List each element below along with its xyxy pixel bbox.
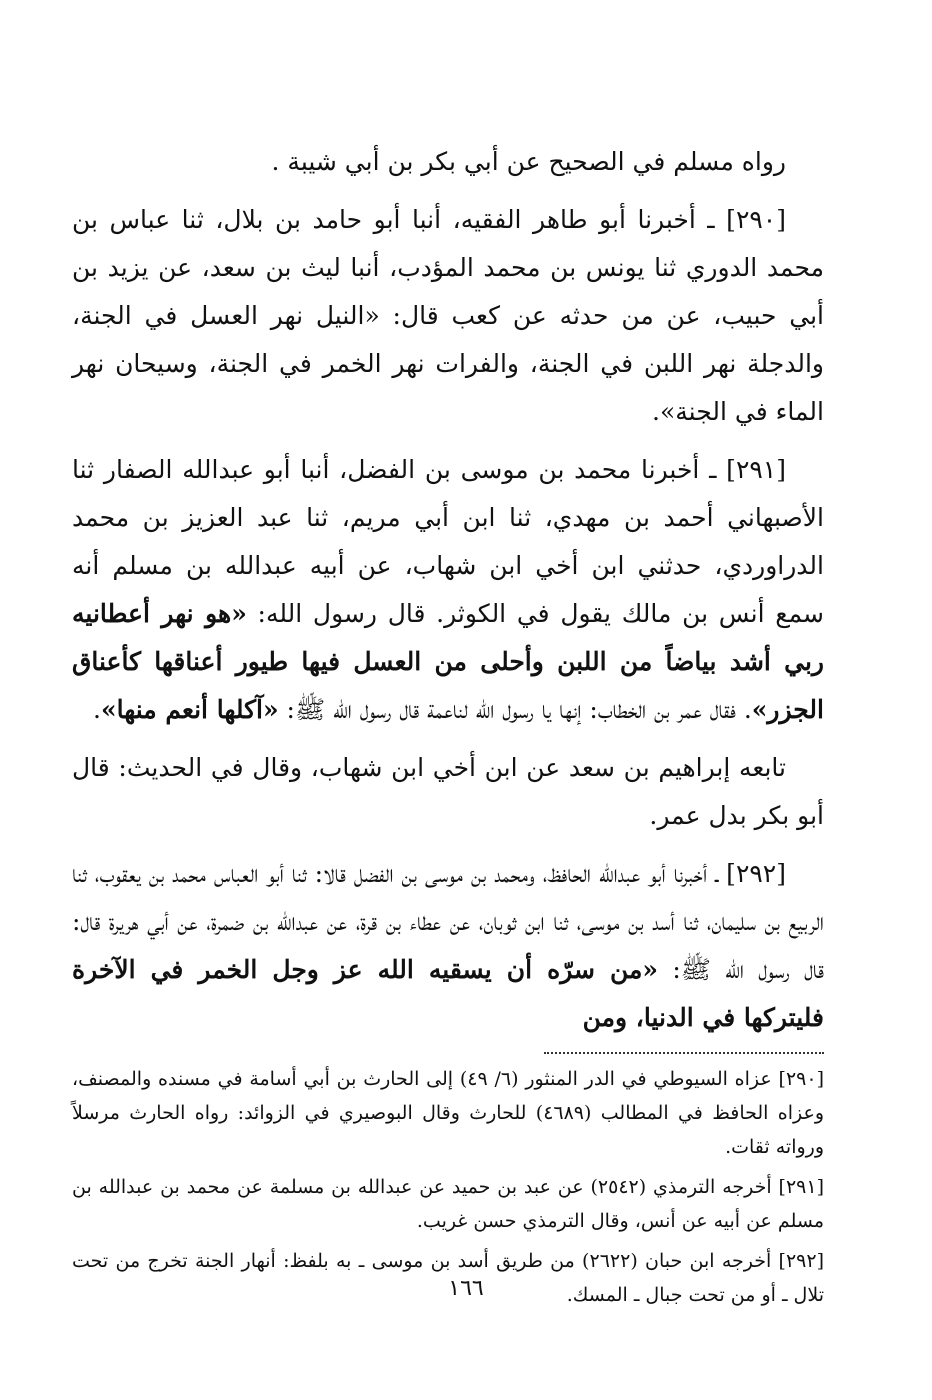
hadith-292-quote-1: «من سرّه أن يسقيه الله عز وجل الخمر في الآخرة فليتركها في الدنيا، ومن xyxy=(72,955,824,1032)
footnote-divider xyxy=(544,1052,824,1054)
paragraph-hadith-290: [٢٩٠] ـ أخبرنا أبو طاهر الفقيه، أنبا أبو حامد بن بلال، ثنا عباس بن محمد الدوري ثنا يونس بن محمد المؤدب، أنبا ليث بن سعد، عن يزيد بن أبي حبيب، عن من حدثه عن كعب قال: «النيل نهر العسل في الجنة، والدجلة نهر اللبن في الجنة، والفرات نهر الخمر في الجنة، وسيحان نهر الماء في الجنة». xyxy=(72,205,824,426)
paragraph-hadith-291 xyxy=(72,446,824,734)
footnote-290: [٢٩٠] عزاه السيوطي في الدر المنثور (٦/ ٤٩) إلى الحارث بن أبي أسامة في مسنده والمصنف، وعزاه الحافظ في المطالب (٤٦٨٩) للحارث وقال البوصيري في الزوائد: رواه الحارث مرسلاً ورواته ثقات. xyxy=(72,1068,824,1158)
footnote-292: [٢٩٢] أخرجه ابن حبان (٢٦٢٢) من طريق أسد بن موسى ـ به بلفظ: أنهار الجنة تخرج من تحت تلال ـ أو من تحت جبال ـ المسك. xyxy=(72,1250,824,1306)
hadith-291-text-3: . xyxy=(93,695,101,724)
page-number: ١٦٦ xyxy=(448,1276,484,1301)
hadith-291-quote-1: «هو نهر أعطانيه ربي أشد بياضاً من اللبن وأحلى من العسل فيها طيور أعناقها كأعناق الجزر» xyxy=(72,599,824,724)
hadith-291-text-1: [٢٩١] ـ أخبرنا محمد بن موسى بن الفضل، أنبا أبو عبدالله الصفار ثنا الأصبهاني أحمد بن مهدي، ثنا ابن أبي مريم، ثنا عبد العزيز بن محمد الدراوردي، حدثني ابن أخي ابن شهاب، عن أبيه عبدالله بن مسلم أنه سمع أنس بن مالك يقول في الكوثر. قال رسول الله: xyxy=(72,455,824,628)
hadith-291-quote-2: «آكلها أنعم منها» xyxy=(101,695,279,724)
paragraph-follow-up: تابعه إبراهيم بن سعد عن ابن أخي ابن شهاب، وقال في الحديث: قال أبو بكر بدل عمر. xyxy=(72,753,824,830)
footnote-291: [٢٩١] أخرجه الترمذي (٢٥٤٢) عن عبد بن حميد عن عبدالله بن مسلمة عن محمد بن عبدالله بن مسلم عن أبيه عن أنس، وقال الترمذي حسن غريب. xyxy=(72,1176,824,1232)
paragraph-hadith-292 xyxy=(72,850,824,1042)
paragraph-attribution: رواه مسلم في الصحيح عن أبي بكر بن أبي شيبة . xyxy=(271,147,786,176)
hadith-291-text-2: . فقال عمر بن الخطاب: إنها يا رسول الله لناعمة قال رسول الله ﷺ: xyxy=(278,695,752,724)
hadith-292-text-1: [٢٩٢] ـ أخبرنا أبو عبدالله الحافظ، ومحمد بن موسى بن الفضل قالا: ثنا أبو العباس محمد بن يعقوب، ثنا الربيع بن سليمان، ثنا أسد بن موسى، ثنا ابن ثوبان، عن عطاء بن قرة، عن عبدالله بن ضمرة، عن أبي هريرة قال: قال رسول الله ﷺ: xyxy=(72,859,825,984)
